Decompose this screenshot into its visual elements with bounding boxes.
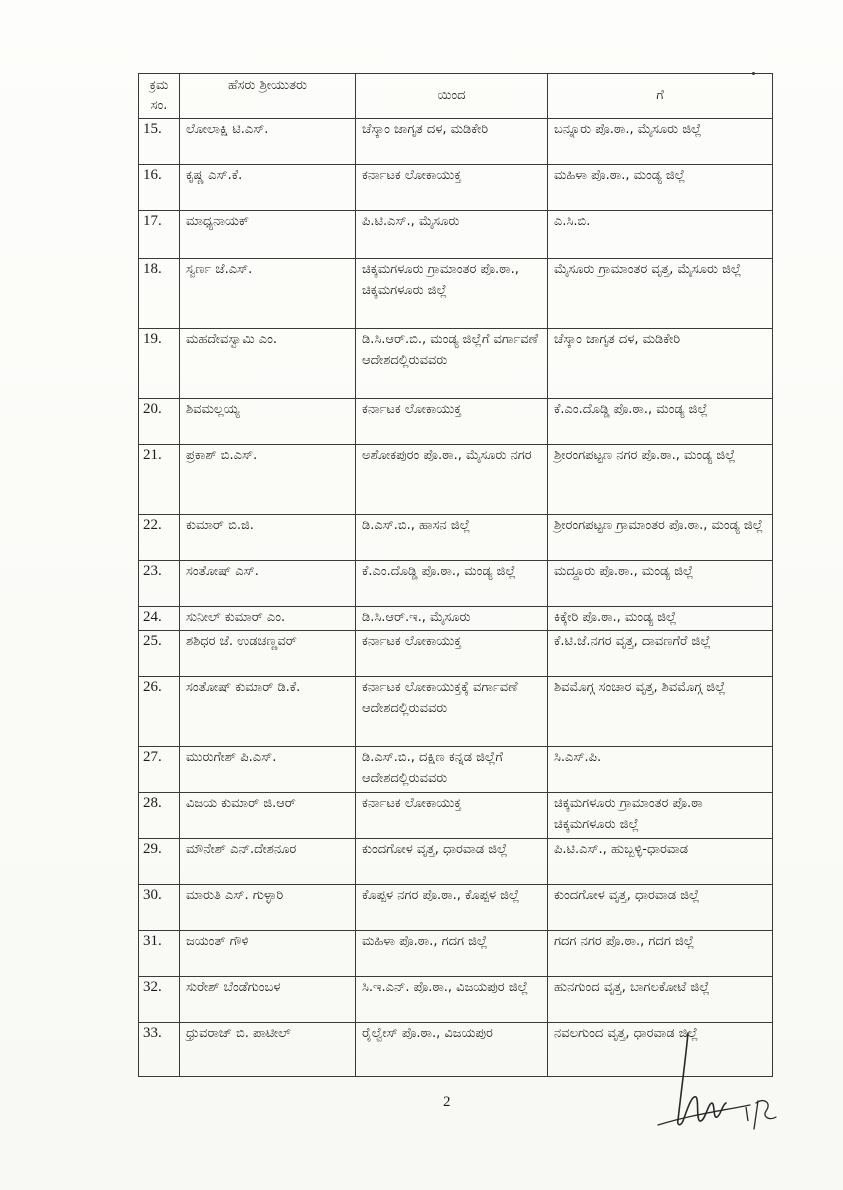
from-posting: ಕರ್ನಾಟಕ ಲೋಕಾಯುಕ್ತಕ್ಕೆ ವರ್ಗಾವಣೆ ಆದೇಶದಲ್ಲಿರುವವರು <box>356 677 548 747</box>
officer-name: ಸಂತೋಷ್ ಕುಮಾರ್ ಡಿ.ಕೆ. <box>180 677 356 747</box>
row-number: 27. <box>139 747 180 793</box>
from-posting: ಚಿಕ್ಕಮಗಳೂರು ಗ್ರಾಮಾಂತರ ಪೊ.ಠಾ., ಚಿಕ್ಕಮಗಳೂರು ಜಿಲ್ಲೆ <box>356 259 548 329</box>
to-posting: ಸಿ.ಎಸ್.ಪಿ. <box>548 747 773 793</box>
table-row <box>139 931 773 977</box>
officer-name: ಮಹದೇವಸ್ವಾಮಿ ಎಂ. <box>180 329 356 399</box>
to-posting: ಚೆಸ್ಕಾಂ ಜಾಗೃತ ದಳ, ಮಡಿಕೇರಿ <box>548 329 773 399</box>
officer-name: ಶಶಿಧರ ಜೆ. ಉಡಚಣ್ಣವರ್ <box>180 631 356 677</box>
row-number: 22. <box>139 515 180 561</box>
header-sl-no: ಕ್ರಮ ಸಂ. <box>139 74 180 119</box>
officer-name: ಮಾಧ್ಯನಾಯಕ್ <box>180 211 356 259</box>
from-posting: ಕುಂದಗೋಳ ವೃತ್ತ, ಧಾರವಾಡ ಜಿಲ್ಲೆ <box>356 839 548 885</box>
row-number: 20. <box>139 399 180 445</box>
from-posting: ಸಿ.ಇ.ಎನ್. ಪೊ.ಠಾ., ವಿಜಯಪುರ ಜಿಲ್ಲೆ <box>356 977 548 1023</box>
table-row <box>139 977 773 1023</box>
row-number: 28. <box>139 793 180 839</box>
table-row <box>139 119 773 165</box>
table-row <box>139 839 773 885</box>
table-row <box>139 561 773 607</box>
table-row <box>139 607 773 631</box>
to-posting: ನವಲಗುಂದ ವೃತ್ತ, ಧಾರವಾಡ ಜಿಲ್ಲೆ <box>548 1023 773 1077</box>
to-posting: ಕೆ.ಟಿ.ಜೆ.ನಗರ ವೃತ್ತ, ದಾವಣಗೆರೆ ಜಿಲ್ಲೆ <box>548 631 773 677</box>
table-row <box>139 329 773 399</box>
handwritten-signature <box>650 1025 800 1145</box>
to-posting: ಶ್ರೀರಂಗಪಟ್ಟಣ ಗ್ರಾಮಾಂತರ ಪೊ.ಠಾ., ಮಂಡ್ಯ ಜಿಲ್ಲೆ <box>548 515 773 561</box>
officer-name: ಲೋಲಾಕ್ಷಿ ಟಿ.ಎಸ್. <box>180 119 356 165</box>
row-number: 31. <box>139 931 180 977</box>
from-posting: ಕರ್ನಾಟಕ ಲೋಕಾಯುಕ್ತ <box>356 165 548 211</box>
to-posting: ಮಹಿಳಾ ಪೊ.ಠಾ., ಮಂಡ್ಯ ಜಿಲ್ಲೆ <box>548 165 773 211</box>
officer-name: ಮಾರುತಿ ಎಸ್. ಗುಳ್ಳಾರಿ <box>180 885 356 931</box>
from-posting: ಕರ್ನಾಟಕ ಲೋಕಾಯುಕ್ತ <box>356 793 548 839</box>
row-number: 25. <box>139 631 180 677</box>
table-row <box>139 211 773 259</box>
to-posting: ಶ್ರೀರಂಗಪಟ್ಟಣ ನಗರ ಪೊ.ಠಾ., ಮಂಡ್ಯ ಜಿಲ್ಲೆ <box>548 445 773 515</box>
table-row <box>139 747 773 793</box>
row-number: 26. <box>139 677 180 747</box>
row-number: 32. <box>139 977 180 1023</box>
to-posting: ಎ.ಸಿ.ಬಿ. <box>548 211 773 259</box>
to-posting: ಕಿಕ್ಕೇರಿ ಪೊ.ಠಾ., ಮಂಡ್ಯ ಜಿಲ್ಲೆ <box>548 607 773 631</box>
from-posting: ರೈಲ್ವೇಸ್ ಪೊ.ಠಾ., ವಿಜಯಪುರ <box>356 1023 548 1077</box>
officer-name: ಮುರುಗೇಶ್ ಪಿ.ಎಸ್. <box>180 747 356 793</box>
to-posting: ಕೆ.ಎಂ.ದೊಡ್ಡಿ ಪೊ.ಠಾ., ಮಂಡ್ಯ ಜಿಲ್ಲೆ <box>548 399 773 445</box>
table-row <box>139 259 773 329</box>
officer-name: ಪ್ರಕಾಶ್ ಬಿ.ಎಸ್. <box>180 445 356 515</box>
from-posting: ಡಿ.ಎಸ್.ಬಿ., ದಕ್ಷಿಣ ಕನ್ನಡ ಜಿಲ್ಲೆಗೆ ಆದೇಶದಲ್ಲಿರುವವರು <box>356 747 548 793</box>
table-header-row <box>139 74 773 119</box>
transfer-table <box>138 73 773 1077</box>
from-posting: ಡಿ.ಎಸ್.ಬಿ., ಹಾಸನ ಜಿಲ್ಲೆ <box>356 515 548 561</box>
officer-name: ಸುನೀಲ್ ಕುಮಾರ್ ಎಂ. <box>180 607 356 631</box>
from-posting: ಚೆಸ್ಕಾಂ ಜಾಗೃತ ದಳ, ಮಡಿಕೇರಿ <box>356 119 548 165</box>
from-posting: ಪಿ.ಟಿ.ಎಸ್., ಮೈಸೂರು <box>356 211 548 259</box>
from-posting: ಡಿ.ಸಿ.ಆರ್.ಬಿ., ಮಂಡ್ಯ ಜಿಲ್ಲೆಗೆ ವರ್ಗಾವಣೆ ಆದೇಶದಲ್ಲಿರುವವರು <box>356 329 548 399</box>
table-row <box>139 631 773 677</box>
to-posting: ಬನ್ನೂರು ಪೊ.ಠಾ., ಮೈಸೂರು ಜಿಲ್ಲೆ <box>548 119 773 165</box>
table-row <box>139 399 773 445</box>
table-row <box>139 445 773 515</box>
header-to: ಗೆ <box>548 74 773 119</box>
row-number: 17. <box>139 211 180 259</box>
officer-name: ಧ್ರುವರಾಜ್ ಬಿ. ಪಾಟೀಲ್ <box>180 1023 356 1077</box>
from-posting: ಮಹಿಳಾ ಪೊ.ಠಾ., ಗದಗ ಜಿಲ್ಲೆ <box>356 931 548 977</box>
row-number: 23. <box>139 561 180 607</box>
row-number: 29. <box>139 839 180 885</box>
to-posting: ಮೈಸೂರು ಗ್ರಾಮಾಂತರ ವೃತ್ತ, ಮೈಸೂರು ಜಿಲ್ಲೆ <box>548 259 773 329</box>
to-posting: ಹುನಗುಂದ ವೃತ್ತ, ಬಾಗಲಕೋಟೆ ಜಿಲ್ಲೆ <box>548 977 773 1023</box>
to-posting: ಚಿಕ್ಕಮಗಳೂರು ಗ್ರಾಮಾಂತರ ಪೊ.ಠಾ ಚಿಕ್ಕಮಗಳೂರು ಜಿಲ್ಲೆ <box>548 793 773 839</box>
row-number: 19. <box>139 329 180 399</box>
officer-name: ಮೌನೇಶ್ ಎನ್.ದೇಶನೂರ <box>180 839 356 885</box>
officer-name: ಸಂತೋಷ್ ಎಸ್. <box>180 561 356 607</box>
from-posting: ಡಿ.ಸಿ.ಆರ್.ಇ., ಮೈಸೂರು <box>356 607 548 631</box>
row-number: 16. <box>139 165 180 211</box>
to-posting: ಶಿವಮೊಗ್ಗ ಸಂಚಾರ ವೃತ್ತ, ಶಿವಮೊಗ್ಗ ಜಿಲ್ಲೆ <box>548 677 773 747</box>
to-posting: ಪಿ.ಟಿ.ಎಸ್., ಹುಬ್ಬಳ್ಳಿ-ಧಾರವಾಡ <box>548 839 773 885</box>
table-row <box>139 165 773 211</box>
officer-name: ಶಿವಮಲ್ಲಯ್ಯ <box>180 399 356 445</box>
from-posting: ಕೆ.ಎಂ.ದೊಡ್ಡಿ ಪೊ.ಠಾ., ಮಂಡ್ಯ ಜಿಲ್ಲೆ <box>356 561 548 607</box>
from-posting: ಕೊಪ್ಪಳ ನಗರ ಪೊ.ಠಾ., ಕೊಪ್ಪಳ ಜಿಲ್ಲೆ <box>356 885 548 931</box>
officer-name: ವಿಜಯ ಕುಮಾರ್ ಜಿ.ಆರ್ <box>180 793 356 839</box>
officer-name: ಜಯಂತ್ ಗೌಳಿ <box>180 931 356 977</box>
row-number: 15. <box>139 119 180 165</box>
to-posting: ಮದ್ದೂರು ಪೊ.ಠಾ., ಮಂಡ್ಯ ಜಿಲ್ಲೆ <box>548 561 773 607</box>
header-from: ಯಿಂದ <box>356 74 548 119</box>
officer-name: ಕೃಷ್ಣ ಎಸ್.ಕೆ. <box>180 165 356 211</box>
to-posting: ಕುಂದಗೋಳ ವೃತ್ತ, ಧಾರವಾಡ ಜಿಲ್ಲೆ <box>548 885 773 931</box>
row-number: 30. <box>139 885 180 931</box>
from-posting: ಕರ್ನಾಟಕ ಲೋಕಾಯುಕ್ತ <box>356 631 548 677</box>
table-row <box>139 793 773 839</box>
table-row <box>139 885 773 931</box>
table-row <box>139 515 773 561</box>
table-row <box>139 677 773 747</box>
row-number: 18. <box>139 259 180 329</box>
row-number: 24. <box>139 607 180 631</box>
officer-name: ಕುಮಾರ್ ಬಿ.ಜಿ. <box>180 515 356 561</box>
officer-name: ಸ್ವರ್ಣ ಜೆ.ಎಸ್. <box>180 259 356 329</box>
from-posting: ಅಶೋಕಪುರಂ ಪೊ.ಠಾ., ಮೈಸೂರು ನಗರ <box>356 445 548 515</box>
to-posting: ಗದಗ ನಗರ ಪೊ.ಠಾ., ಗದಗ ಜಿಲ್ಲೆ <box>548 931 773 977</box>
row-number: 21. <box>139 445 180 515</box>
from-posting: ಕರ್ನಾಟಕ ಲೋಕಾಯುಕ್ತ <box>356 399 548 445</box>
header-name: ಹೆಸರು ಶ್ರೀಯುತರು <box>180 74 356 119</box>
row-number: 33. <box>139 1023 180 1077</box>
page-number: 2 <box>443 1094 451 1110</box>
officer-name: ಸುರೇಶ್ ಬೆಂಡೆಗುಂಬಳ <box>180 977 356 1023</box>
